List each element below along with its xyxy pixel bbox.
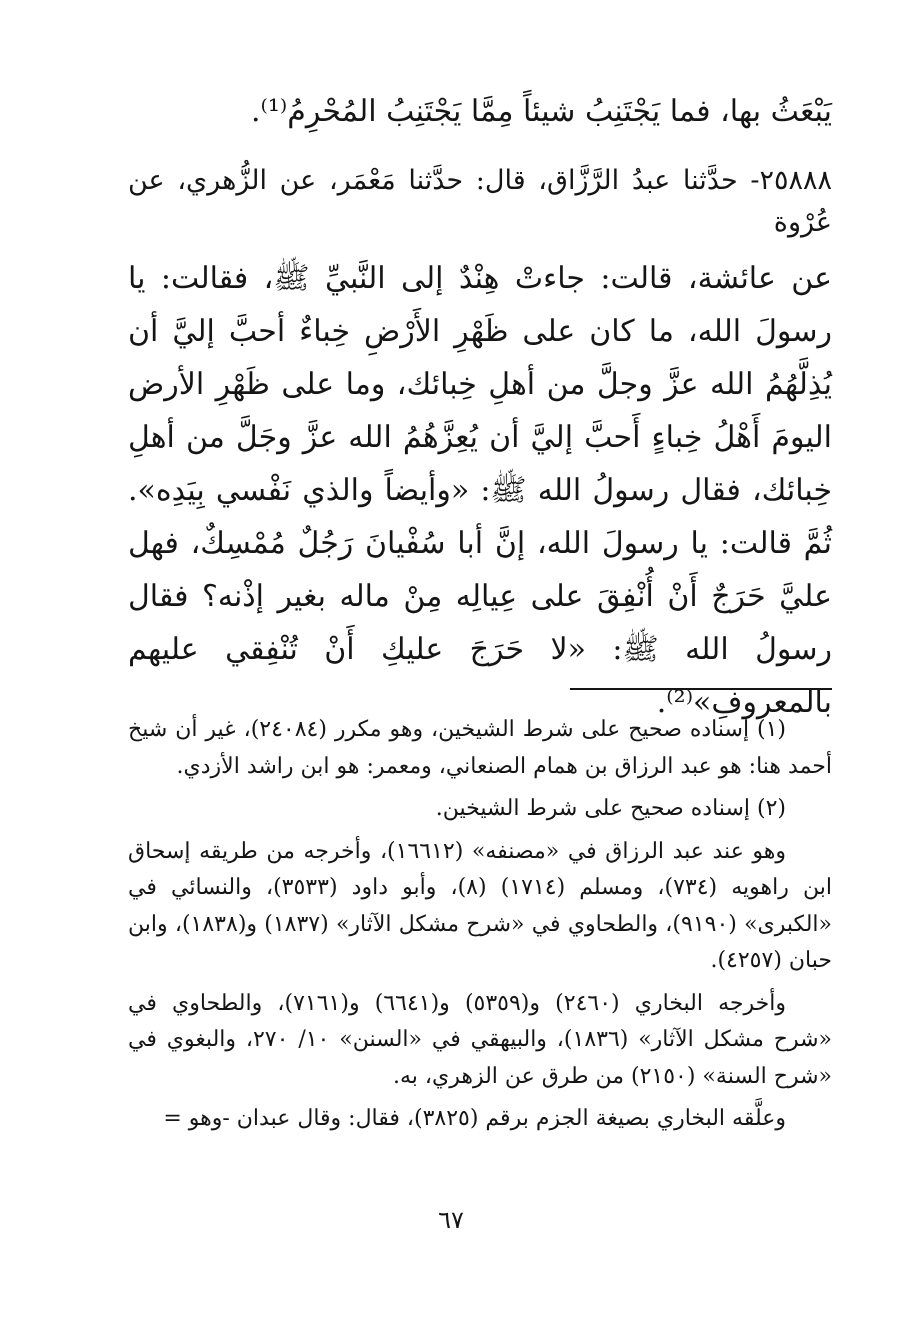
footnote-2-continued: وعلَّقه البخاري بصيغة الجزم برقم (٣٨٢٥)، فقال: وقال عبدان -وهو = — [163, 1106, 786, 1131]
footnote-2: (٢) إسناده صحيح على شرط الشيخين. — [435, 796, 786, 821]
continuation-line: يَبْعَثُ بها، فما يَجْتَنِبُ شيئاً مِمَّا يَجْتَنِبُ المُحْرِمُ⁽¹⁾. — [250, 94, 832, 129]
footnote-separator — [570, 688, 832, 690]
page-number: ٦٧ — [438, 1206, 464, 1234]
footnote-2-sources: وهو عند عبد الرزاق في «مصنفه» (١٦٦١٢)، وأخرجه من طريقه إسحاق ابن راهويه (٧٣٤)، ومسلم (١٧١٤) (٨)، وأبو داود (٣٥٣٣)، والنسائي في «الكبرى» (٩١٩٠)، والطحاوي في «شرح مشكل الآثار» (١٨٣٧) و(١٨٣٨)، وابن حبان (٤٢٥٧). — [128, 838, 832, 973]
footnotes-section — [128, 712, 832, 1144]
footnote-2-more-sources: وأخرجه البخاري (٢٤٦٠) و(٥٣٥٩) و(٦٦٤١) و(٧١٦١)، والطحاوي في «شرح مشكل الآثار» (١٨٣٦)، والبيهقي في «السنن» ١٠/ ٢٧٠، والبغوي في «شرح السنة» (٢١٥٠) من طرق عن الزهري، به. — [128, 990, 832, 1089]
hadith-isnad: ٢٥٨٨٨- حدَّثنا عبدُ الرَّزَّاق، قال: حدَّثنا مَعْمَر، عن الزُّهري، عن عُرْوة — [128, 165, 832, 238]
hadith-matn: عن عائشة، قالت: جاءتْ هِنْدٌ إلى النَّبيِّ ﷺ، فقالت: يا رسولَ الله، ما كان على ظَهْرِ الأَرْضِ خِباءٌ أحبَّ إليَّ أن يُذِلَّهُمُ الله عزَّ وجلَّ من أهلِ خِبائك، وما على ظَهْرِ الأرض اليومَ أَهْلُ خِباءٍ أَحبَّ إليَّ أن يُعِزَّهُمُ الله عزَّ وجَلَّ من أهلِ خِبائك، فقال رسولُ الله ﷺ: «وأيضاً والذي نَفْسي بِيَدِه». ثُمَّ قالت: يا رسولَ الله، إنَّ أبا سُفْيانَ رَجُلٌ مُمْسِكٌ، فهل عليَّ حَرَجٌ أَنْ أُنْفِقَ على عِيالِه مِنْ ماله بغير إذْنه؟ فقال رسولُ الله ﷺ: «لا حَرَجَ عليكِ أَنْ تُنْفِقي عليهم بالمعروفِ»⁽²⁾. — [128, 261, 832, 720]
footnote-1: (١) إسناده صحيح على شرط الشيخين، وهو مكرر (٢٤٠٨٤)، غير أن شيخ أحمد هنا: هو عبد الرزاق بن همام الصنعاني، ومعمر: هو ابن راشد الأزدي. — [128, 717, 832, 779]
